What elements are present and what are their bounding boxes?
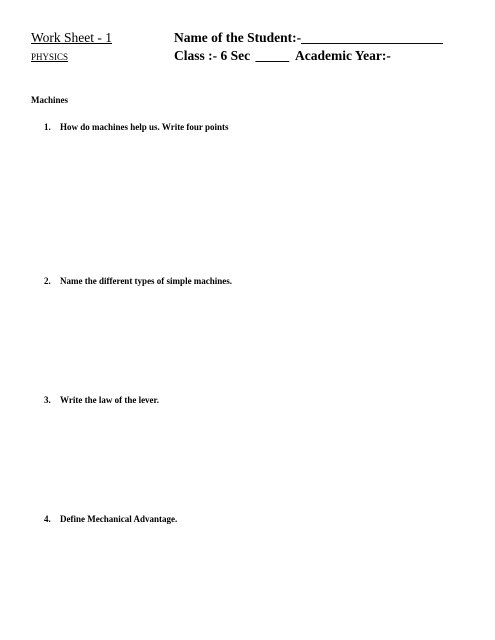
question-number: 2. — [44, 276, 51, 286]
question-number: 1. — [44, 122, 51, 132]
question-number: 3. — [44, 395, 51, 405]
question-text: Write the law of the lever. — [60, 395, 159, 405]
academic-year-label: Academic Year:- — [295, 48, 391, 63]
question-text: Define Mechanical Advantage. — [60, 514, 178, 524]
class-blank: _____ — [255, 48, 290, 63]
question-number: 4. — [44, 514, 51, 524]
student-name-blank: _____________________ — [301, 30, 443, 45]
question-text: Name the different types of simple machines. — [60, 276, 233, 286]
student-name-label: Name of the Student:- — [174, 30, 302, 45]
student-name-field — [174, 30, 443, 46]
question-text: How do machines help us. Write four points — [60, 122, 229, 132]
class-label: Class :- 6 Sec — [174, 48, 251, 63]
class-field — [174, 48, 289, 64]
section-title: Machines — [31, 95, 68, 105]
worksheet-title: Work Sheet - 1 — [31, 30, 113, 45]
subject-label: PHYSICS — [31, 52, 69, 62]
